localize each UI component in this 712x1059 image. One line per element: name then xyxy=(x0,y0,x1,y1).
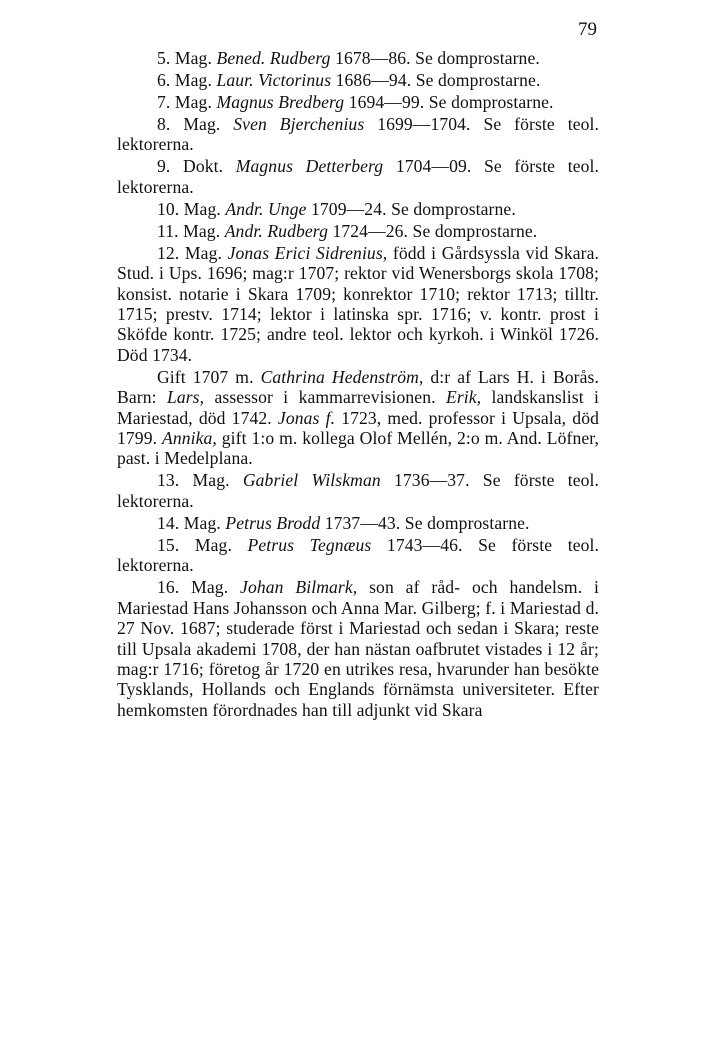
entry-14 xyxy=(117,513,599,533)
entry-15 xyxy=(117,535,599,576)
child-name: Lars, xyxy=(166,387,205,408)
entry-title: Dokt. xyxy=(183,156,224,177)
entry-text: född i Gårdsyssla vid Skara. Stud. i Ups. 1696; mag:r 1707; rektor vid Wenersborgs skola 1708; konsist. notarie i Skara 1709; konrektor 1710; rektor 1713; tilltr. 1715; prestv. 1714; lektor i latinska spr. 1716; v. kontr. prost i Sköfde kontr. 1725; andre teol. lektor och kyrkoh. i Winköl 1726. Död 1734. xyxy=(117,242,600,365)
entry-title: Mag. xyxy=(192,470,230,491)
entry-number: 8. xyxy=(157,114,171,134)
child-name: Jonas f. xyxy=(277,407,336,428)
entry-13 xyxy=(117,470,599,511)
entry-name: Petrus Brodd xyxy=(225,512,321,533)
entry-text: 1743—46. Se förste teol. lektorerna. xyxy=(117,534,599,576)
entry-6 xyxy=(117,70,599,90)
entry-10 xyxy=(117,199,599,219)
child-name: Annika, xyxy=(161,428,217,449)
entry-8 xyxy=(117,114,599,155)
entry-name: Bened. Rudberg xyxy=(216,48,331,68)
entry-text: 1699—1704. Se förste teol. lektorerna. xyxy=(117,114,599,155)
entry-name: Gabriel Wilskman xyxy=(242,470,381,491)
entry-title: Mag. xyxy=(183,512,221,533)
entry-text: 1694—99. Se domprostarne. xyxy=(348,92,554,112)
entry-name: Johan Bilmark, xyxy=(240,577,358,598)
entry-title: Mag. xyxy=(174,70,212,90)
family-text: d:r af Lars H. i Borås. Barn: xyxy=(117,366,599,408)
entry-title: Mag. xyxy=(194,534,232,555)
entry-title: Mag. xyxy=(184,242,222,263)
entry-title: Mag. xyxy=(174,92,212,112)
entry-text: 1709—24. Se domprostarne. xyxy=(311,198,516,219)
entry-number: 10. xyxy=(157,198,180,219)
entry-text: 1678—86. Se domprostarne. xyxy=(335,48,540,68)
entry-name: Andr. Rudberg xyxy=(224,220,328,241)
entry-9 xyxy=(117,156,599,197)
entry-name: Andr. Unge xyxy=(225,198,307,219)
entry-text: 1736—37. Se förste teol. lektorerna. xyxy=(117,470,600,511)
page-number: 79 xyxy=(578,19,597,40)
entry-name: Jonas Erici Sidrenius, xyxy=(227,242,388,263)
entry-name: Magnus Bredberg xyxy=(216,92,345,112)
entry-number: 16. xyxy=(157,577,180,598)
entry-text: 1724—26. Se domprostarne. xyxy=(332,220,538,241)
family-text: assessor i kammarrevisionen. xyxy=(214,387,436,408)
family-text: gift 1:o m. kollega Olof Mellén, 2:o m. And. Löfner, past. i Medelplana. xyxy=(117,428,600,469)
entry-number: 9. xyxy=(157,156,171,177)
entry-title: Mag. xyxy=(183,220,221,241)
entry-7 xyxy=(117,92,599,112)
entry-text: 1704—09. Se förste teol. lektorerna. xyxy=(117,156,599,197)
entry-number: 15. xyxy=(157,534,180,555)
entry-text: son af råd- och handelsm. i Mariestad Hans Johansson och Anna Mar. Gilberg; f. i Mariestad d. 27 Nov. 1687; studerade först i Mariestad och sedan i Skara; reste till Upsala akademi 1708, der han nästan oafbrutet vistades i 12 år; mag:r 1716; företog år 1720 en utrikes resa, hvarunder han besökte Tysklands, Hollands och Englands förnämsta universiteter. Efter hemkomsten förordnades han till adjunkt vid Skara xyxy=(117,577,600,720)
entry-title: Mag. xyxy=(191,577,229,598)
entry-16 xyxy=(117,577,599,720)
entry-number: 12. xyxy=(157,242,180,263)
family-text: Gift 1707 m. xyxy=(157,366,254,387)
entry-number: 13. xyxy=(157,470,180,491)
child-name: Erik, xyxy=(445,387,482,408)
entry-number: 5. xyxy=(157,48,171,68)
spouse-name: Cathrina Hedenström, xyxy=(260,366,424,387)
entry-text: 1686—94. Se domprostarne. xyxy=(335,70,541,90)
entry-name: Sven Bjerchenius xyxy=(233,114,365,134)
entry-title: Mag. xyxy=(183,114,221,134)
entry-number: 14. xyxy=(157,512,180,533)
entry-11 xyxy=(117,221,599,241)
entry-text: 1737—43. Se domprostarne. xyxy=(324,512,530,533)
entry-number: 6. xyxy=(157,70,171,90)
entry-title: Mag. xyxy=(183,198,221,219)
entry-12-family xyxy=(117,367,599,469)
entry-5 xyxy=(117,48,599,68)
entry-name: Petrus Tegnæus xyxy=(247,534,372,555)
entry-number: 7. xyxy=(157,92,171,112)
entry-number: 11. xyxy=(157,220,179,241)
family-text: landskanslist i Mariestad, död 1742. xyxy=(117,387,600,428)
entry-name: Magnus Detterberg xyxy=(235,156,384,177)
entry-title: Mag. xyxy=(174,48,212,68)
entry-name: Laur. Victorinus xyxy=(216,70,332,90)
entry-12 xyxy=(117,243,599,365)
family-text: 1723, med. professor i Upsala, död 1799. xyxy=(117,407,599,449)
page-body xyxy=(117,18,599,720)
